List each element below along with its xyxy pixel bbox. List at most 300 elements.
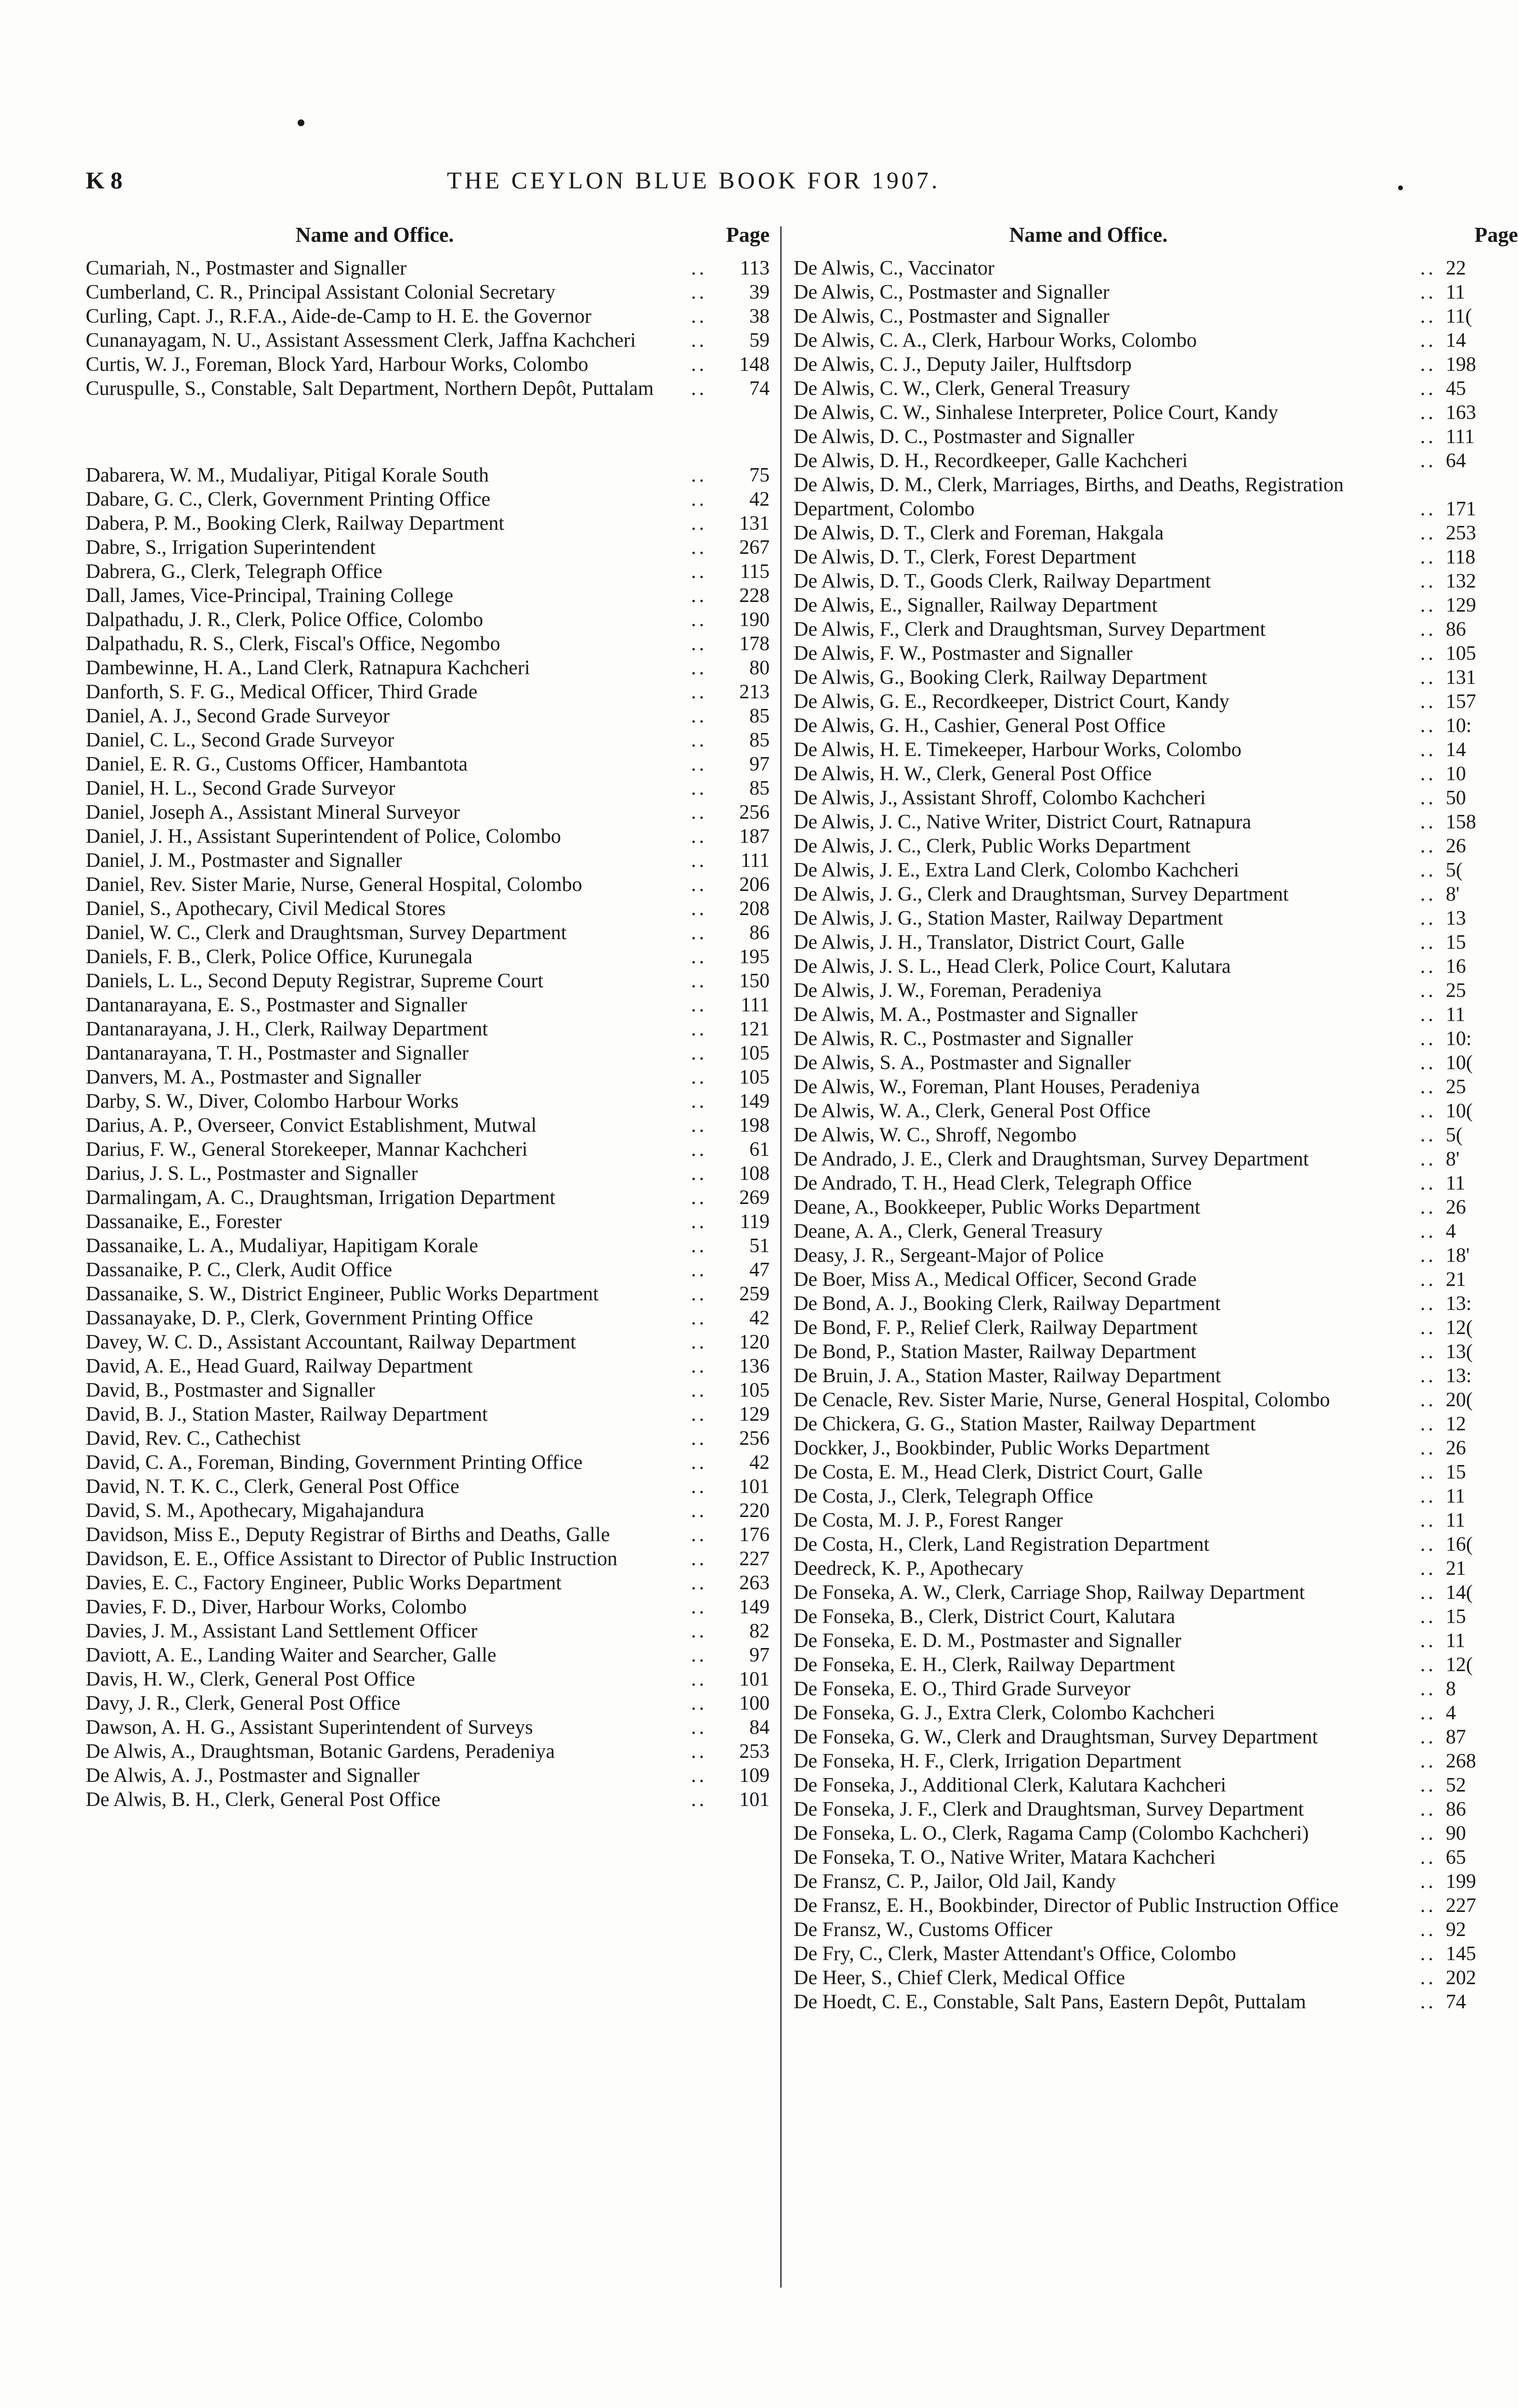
entry-name-office: De Alwis, W. A., Clerk, General Post Office bbox=[794, 1100, 1151, 1122]
index-entry bbox=[794, 882, 1489, 906]
leader-dots: .. bbox=[1420, 1774, 1436, 1796]
entry-page-number: 11 bbox=[1446, 1004, 1466, 1026]
index-entry bbox=[86, 1547, 770, 1571]
leader-dots: .. bbox=[691, 1500, 707, 1522]
index-entry bbox=[86, 487, 770, 511]
entry-name-office: Davidson, Miss E., Deputy Registrar of Births and Deaths, Galle bbox=[86, 1524, 610, 1546]
entry-page-number: 202 bbox=[1446, 1967, 1476, 1989]
index-entry bbox=[794, 280, 1489, 304]
leader-dots: .. bbox=[1420, 1076, 1436, 1098]
entry-name-office: De Alwis, F. W., Postmaster and Signaller bbox=[794, 642, 1133, 665]
entry-name-office: De Fonseka, A. W., Clerk, Carriage Shop, Railway Department bbox=[794, 1582, 1305, 1604]
entry-page-number: 199 bbox=[1446, 1871, 1476, 1893]
index-entry bbox=[86, 608, 770, 632]
entry-name-office: De Alwis, W., Foreman, Plant Houses, Peradeniya bbox=[794, 1076, 1200, 1098]
index-entry bbox=[794, 377, 1489, 401]
index-entry bbox=[86, 463, 770, 487]
entry-page-number: 10: bbox=[1446, 715, 1472, 737]
leader-dots: .. bbox=[1420, 811, 1436, 833]
entry-page-number: 101 bbox=[739, 1789, 770, 1811]
index-entry bbox=[86, 897, 770, 921]
entry-name-office: De Boer, Miss A., Medical Officer, Second Grade bbox=[794, 1269, 1197, 1291]
entry-page-number: 13: bbox=[1446, 1293, 1472, 1315]
entry-name-office: De Alwis, A., Draughtsman, Botanic Gardens, Peradeniya bbox=[86, 1741, 555, 1763]
index-entry bbox=[794, 1268, 1489, 1292]
index-entry bbox=[86, 1788, 770, 1812]
entry-name-office: Darmalingam, A. C., Draughtsman, Irrigation Department bbox=[86, 1187, 556, 1209]
entry-name-office: David, C. A., Foreman, Binding, Government Printing Office bbox=[86, 1452, 583, 1474]
entry-name-office: De Fransz, E. H., Bookbinder, Director of Public Instruction Office bbox=[794, 1895, 1339, 1917]
leader-dots: .. bbox=[1420, 594, 1436, 616]
entry-page-number: 163 bbox=[1446, 402, 1476, 424]
page-label: K 8 bbox=[86, 167, 123, 194]
leader-dots: .. bbox=[1420, 1991, 1436, 2013]
entry-name-office: Dantanarayana, J. H., Clerk, Railway Department bbox=[86, 1018, 488, 1040]
leader-dots: .. bbox=[1420, 835, 1436, 857]
entry-name-office: De Andrado, J. E., Clerk and Draughtsman, Survey Department bbox=[794, 1148, 1309, 1170]
index-entry bbox=[794, 1749, 1489, 1773]
entry-page-number: 198 bbox=[1446, 353, 1476, 376]
index-entry bbox=[86, 1162, 770, 1186]
leader-dots: .. bbox=[691, 801, 707, 824]
entry-page-number: 227 bbox=[1446, 1895, 1476, 1917]
leader-dots: .. bbox=[1420, 1293, 1436, 1315]
index-entry bbox=[794, 979, 1489, 1003]
entry-name-office: Dantanarayana, E. S., Postmaster and Signaller bbox=[86, 994, 467, 1016]
entry-page-number: 42 bbox=[749, 1307, 770, 1329]
index-entry bbox=[794, 1870, 1489, 1894]
leader-dots: .. bbox=[691, 1139, 707, 1161]
index-entry bbox=[86, 1089, 770, 1113]
index-entry bbox=[794, 1894, 1489, 1918]
index-entry bbox=[794, 328, 1489, 353]
entry-page-number: 150 bbox=[739, 970, 770, 992]
column-header bbox=[794, 222, 1518, 256]
index-entry bbox=[86, 1643, 770, 1667]
index-entry bbox=[794, 304, 1489, 328]
leader-dots: .. bbox=[1420, 1461, 1436, 1483]
leader-dots: .. bbox=[1420, 1895, 1436, 1917]
entry-page-number: 8 bbox=[1446, 1678, 1456, 1700]
entry-page-number: 47 bbox=[749, 1259, 770, 1281]
index-entry bbox=[86, 993, 770, 1017]
index-entry bbox=[86, 873, 770, 897]
leader-dots: .. bbox=[691, 1307, 707, 1329]
leader-dots: .. bbox=[1420, 1533, 1436, 1556]
entry-page-number: 4 bbox=[1446, 1220, 1456, 1243]
entry-page-number: 111 bbox=[1446, 426, 1475, 448]
entry-page-number: 51 bbox=[749, 1235, 770, 1257]
leader-dots: .. bbox=[691, 1476, 707, 1498]
index-entry bbox=[86, 1499, 770, 1523]
leader-dots: .. bbox=[1420, 1485, 1436, 1507]
leader-dots: .. bbox=[691, 946, 707, 968]
leader-dots: .. bbox=[1420, 378, 1436, 400]
leader-dots: .. bbox=[1420, 1269, 1436, 1291]
entry-name-office: De Alwis, H. W., Clerk, General Post Office bbox=[794, 763, 1152, 785]
section-gap bbox=[86, 401, 770, 463]
leader-dots: .. bbox=[691, 753, 707, 775]
leader-dots: .. bbox=[1420, 570, 1436, 592]
entry-name-office: De Alwis, J. E., Extra Land Clerk, Colombo Kachcheri bbox=[794, 859, 1239, 881]
entry-name-office: Davies, J. M., Assistant Land Settlement Officer bbox=[86, 1620, 478, 1642]
index-entry bbox=[794, 1171, 1489, 1195]
index-entry bbox=[794, 666, 1489, 690]
leader-dots: .. bbox=[691, 378, 707, 400]
leader-dots: .. bbox=[691, 329, 707, 352]
entry-name-office: Deedreck, K. P., Apothecary bbox=[794, 1557, 1024, 1580]
entry-name-office: Daniel, H. L., Second Grade Surveyor bbox=[86, 777, 395, 799]
leader-dots: .. bbox=[1420, 1726, 1436, 1748]
index-entry bbox=[794, 1532, 1489, 1557]
entry-page-number: 190 bbox=[739, 609, 770, 631]
leader-dots: .. bbox=[1420, 1124, 1436, 1146]
entry-name-office: De Fonseka, T. O., Native Writer, Matara Kachcheri bbox=[794, 1846, 1216, 1869]
index-entry bbox=[86, 1740, 770, 1764]
entry-page-number: 86 bbox=[1446, 618, 1466, 641]
leader-dots: .. bbox=[691, 850, 707, 872]
leader-dots: .. bbox=[1420, 1052, 1436, 1074]
leader-dots: .. bbox=[691, 1668, 707, 1690]
leader-dots: .. bbox=[691, 1572, 707, 1594]
entry-page-number: 97 bbox=[749, 753, 770, 775]
entry-name-office: De Alwis, A. J., Postmaster and Signaller bbox=[86, 1765, 419, 1787]
entry-name-office: De Fonseka, G. W., Clerk and Draughtsman, Survey Department bbox=[794, 1726, 1318, 1748]
entry-name-office: Dabrera, G., Clerk, Telegraph Office bbox=[86, 561, 382, 583]
index-entry bbox=[86, 800, 770, 824]
entry-page-number: 87 bbox=[1446, 1726, 1466, 1748]
entry-page-number: 10( bbox=[1446, 1100, 1473, 1122]
entry-page-number: 21 bbox=[1446, 1557, 1466, 1580]
entry-name-office: Daniel, W. C., Clerk and Draughtsman, Survey Department bbox=[86, 922, 567, 944]
index-entry bbox=[86, 921, 770, 945]
entry-name-office: Dassanaike, S. W., District Engineer, Public Works Department bbox=[86, 1283, 599, 1305]
leader-dots: .. bbox=[1420, 1654, 1436, 1676]
entry-page-number: 105 bbox=[739, 1042, 770, 1064]
entry-page-number: 25 bbox=[1446, 980, 1466, 1002]
entry-page-number: 15 bbox=[1446, 931, 1466, 954]
index-entry bbox=[86, 304, 770, 328]
entry-page-number: 75 bbox=[749, 464, 770, 486]
leader-dots: .. bbox=[691, 825, 707, 848]
entry-name-office: Daniel, S., Apothecary, Civil Medical Stores bbox=[86, 898, 446, 920]
entry-name-office: De Alwis, E., Signaller, Railway Department bbox=[794, 594, 1158, 616]
index-entry bbox=[794, 714, 1489, 738]
leader-dots: .. bbox=[1420, 931, 1436, 954]
leader-dots: .. bbox=[1420, 691, 1436, 713]
entry-page-number: 208 bbox=[739, 898, 770, 920]
leader-dots: .. bbox=[691, 898, 707, 920]
leader-dots: .. bbox=[1420, 618, 1436, 641]
entry-page-number: 10 bbox=[1446, 763, 1466, 785]
entry-name-office: De Alwis, C. W., Sinhalese Interpreter, Police Court, Kandy bbox=[794, 402, 1279, 424]
leader-dots: .. bbox=[1420, 1630, 1436, 1652]
leader-dots: .. bbox=[691, 1187, 707, 1209]
entry-name-office: Dabera, P. M., Booking Clerk, Railway Department bbox=[86, 512, 504, 535]
entry-page-number: 97 bbox=[749, 1644, 770, 1666]
entry-page-number: 80 bbox=[749, 657, 770, 679]
leader-dots: .. bbox=[691, 305, 707, 327]
entry-name-office: De Alwis, J. C., Clerk, Public Works Department bbox=[794, 835, 1191, 857]
entry-page-number: 20( bbox=[1446, 1389, 1473, 1411]
index-entry bbox=[86, 536, 770, 560]
entry-page-number: 74 bbox=[749, 378, 770, 400]
entry-page-number: 65 bbox=[1446, 1846, 1466, 1869]
index-entry bbox=[794, 1508, 1489, 1532]
entry-page-number: 42 bbox=[749, 1452, 770, 1474]
index-entry bbox=[794, 1388, 1489, 1412]
entry-name-office: De Alwis, J., Assistant Shroff, Colombo Kachcheri bbox=[794, 787, 1206, 809]
entry-name-office: Danvers, M. A., Postmaster and Signaller bbox=[86, 1066, 421, 1088]
index-entry bbox=[794, 955, 1489, 979]
entry-page-number: 268 bbox=[1446, 1750, 1476, 1772]
leader-dots: .. bbox=[691, 1090, 707, 1112]
leader-dots: .. bbox=[1420, 1389, 1436, 1411]
leader-dots: .. bbox=[1420, 1004, 1436, 1026]
index-entry bbox=[86, 584, 770, 608]
entry-name-office: De Fonseka, J. F., Clerk and Draughtsman, Survey Department bbox=[794, 1798, 1304, 1820]
entry-name-office: David, B. J., Station Master, Railway Department bbox=[86, 1403, 488, 1426]
entry-page-number: 100 bbox=[739, 1692, 770, 1714]
index-entry bbox=[86, 256, 770, 280]
entry-name-office: De Alwis, C., Vaccinator bbox=[794, 257, 995, 279]
entry-page-number: 85 bbox=[749, 705, 770, 727]
column-header bbox=[86, 222, 770, 256]
index-entry bbox=[86, 1764, 770, 1788]
entry-name-office: Daniel, E. R. G., Customs Officer, Hambantota bbox=[86, 753, 468, 775]
entry-page-number: 15 bbox=[1446, 1606, 1466, 1628]
index-entry bbox=[794, 738, 1489, 762]
leader-dots: .. bbox=[691, 1259, 707, 1281]
entry-page-number: 109 bbox=[739, 1765, 770, 1787]
index-entry bbox=[86, 1378, 770, 1402]
leader-dots: .. bbox=[691, 1452, 707, 1474]
leader-dots: .. bbox=[1420, 980, 1436, 1002]
index-entry bbox=[86, 511, 770, 536]
entry-name-office: De Alwis, C. J., Deputy Jailer, Hulftsdorp bbox=[794, 353, 1132, 376]
entry-page-number: 129 bbox=[1446, 594, 1476, 616]
entry-page-number: 10( bbox=[1446, 1052, 1473, 1074]
leader-dots: .. bbox=[691, 561, 707, 583]
index-entry bbox=[794, 1051, 1489, 1075]
leader-dots: .. bbox=[1420, 763, 1436, 785]
entry-page-number: 178 bbox=[739, 633, 770, 655]
entry-name-office: De Costa, J., Clerk, Telegraph Office bbox=[794, 1485, 1093, 1507]
entry-page-number: 129 bbox=[739, 1403, 770, 1426]
entry-page-number: 92 bbox=[1446, 1919, 1466, 1941]
entry-page-number: 74 bbox=[1446, 1991, 1466, 2013]
leader-dots: .. bbox=[1420, 1317, 1436, 1339]
entry-page-number: 14 bbox=[1446, 329, 1466, 352]
entry-page-number: 11 bbox=[1446, 281, 1466, 303]
entry-name-office: Daniel, A. J., Second Grade Surveyor bbox=[86, 705, 390, 727]
entry-page-number: 26 bbox=[1446, 835, 1466, 857]
leader-dots: .. bbox=[691, 681, 707, 703]
entry-page-number: 11 bbox=[1446, 1509, 1466, 1531]
entry-page-number: 206 bbox=[739, 874, 770, 896]
leader-dots: .. bbox=[1420, 498, 1436, 520]
entry-name-office: De Costa, H., Clerk, Land Registration Department bbox=[794, 1533, 1210, 1556]
entry-name-office: De Bond, F. P., Relief Clerk, Railway Department bbox=[794, 1317, 1198, 1339]
entry-name-office: David, A. E., Head Guard, Railway Department bbox=[86, 1355, 473, 1377]
leader-dots: .. bbox=[1420, 1822, 1436, 1845]
index-entry bbox=[86, 280, 770, 304]
index-entry bbox=[794, 1653, 1489, 1677]
entry-name-office: De Heer, S., Chief Clerk, Medical Office bbox=[794, 1967, 1125, 1989]
index-entry bbox=[86, 1041, 770, 1065]
entry-name-office: De Alwis, D. M., Clerk, Marriages, Births, and Deaths, Registration Department, Colombo bbox=[794, 474, 1344, 520]
entry-page-number: 4 bbox=[1446, 1702, 1456, 1724]
entry-page-number: 12( bbox=[1446, 1654, 1473, 1676]
entry-name-office: Dantanarayana, T. H., Postmaster and Signaller bbox=[86, 1042, 469, 1064]
entry-name-office: De Alwis, S. A., Postmaster and Signaller bbox=[794, 1052, 1131, 1074]
leader-dots: .. bbox=[1420, 1919, 1436, 1941]
column-header-name: Name and Office. bbox=[1009, 223, 1168, 247]
leader-dots: .. bbox=[1420, 450, 1436, 472]
entry-name-office: De Alwis, D. C., Postmaster and Signaller bbox=[794, 426, 1134, 448]
entry-page-number: 132 bbox=[1446, 570, 1476, 592]
entry-name-office: Dockker, J., Bookbinder, Public Works Department bbox=[794, 1437, 1210, 1459]
index-entry bbox=[86, 632, 770, 656]
entry-name-office: De Alwis, C., Postmaster and Signaller bbox=[794, 281, 1110, 303]
entry-name-office: De Fonseka, H. F., Clerk, Irrigation Department bbox=[794, 1750, 1181, 1772]
entry-name-office: Davy, J. R., Clerk, General Post Office bbox=[86, 1692, 401, 1714]
entry-page-number: 64 bbox=[1446, 450, 1466, 472]
index-entry bbox=[86, 1523, 770, 1547]
column-header-page: Page bbox=[1474, 223, 1518, 247]
entry-page-number: 149 bbox=[739, 1596, 770, 1618]
entry-page-number: 256 bbox=[739, 1427, 770, 1450]
leader-dots: .. bbox=[691, 1596, 707, 1618]
entry-name-office: Daniel, J. M., Postmaster and Signaller bbox=[86, 850, 402, 872]
entry-name-office: De Alwis, W. C., Shroff, Negombo bbox=[794, 1124, 1077, 1146]
entry-page-number: 85 bbox=[749, 729, 770, 751]
index-entry bbox=[86, 1306, 770, 1330]
index-entry bbox=[86, 328, 770, 353]
index-entry bbox=[794, 762, 1489, 786]
entry-name-office: De Chickera, G. G., Station Master, Railway Department bbox=[794, 1413, 1256, 1435]
column-header-name: Name and Office. bbox=[295, 223, 454, 247]
entry-name-office: De Bruin, J. A., Station Master, Railway Department bbox=[794, 1365, 1221, 1387]
leader-dots: .. bbox=[691, 1692, 707, 1714]
entry-name-office: David, B., Postmaster and Signaller bbox=[86, 1379, 375, 1401]
index-entry bbox=[86, 1234, 770, 1258]
entry-name-office: Darby, S. W., Diver, Colombo Harbour Works bbox=[86, 1090, 459, 1112]
entry-page-number: 12 bbox=[1446, 1413, 1466, 1435]
entry-name-office: De Bond, A. J., Booking Clerk, Railway Department bbox=[794, 1293, 1221, 1315]
leader-dots: .. bbox=[1420, 1028, 1436, 1050]
entry-name-office: Curtis, W. J., Foreman, Block Yard, Harbour Works, Colombo bbox=[86, 353, 589, 376]
entry-page-number: 119 bbox=[740, 1211, 770, 1233]
leader-dots: .. bbox=[1420, 353, 1436, 376]
index-entry bbox=[86, 680, 770, 704]
right-entry-list bbox=[794, 256, 1489, 2014]
index-entry bbox=[86, 1065, 770, 1089]
entry-page-number: 8' bbox=[1446, 1148, 1460, 1170]
entry-page-number: 131 bbox=[1446, 667, 1476, 689]
entry-name-office: De Alwis, C. W., Clerk, General Treasury bbox=[794, 378, 1130, 400]
leader-dots: .. bbox=[1420, 1557, 1436, 1580]
index-entry bbox=[86, 1186, 770, 1210]
column-divider bbox=[780, 226, 782, 2288]
entry-name-office: De Fonseka, B., Clerk, District Court, Kalutara bbox=[794, 1606, 1176, 1628]
index-entry bbox=[86, 1113, 770, 1138]
entry-name-office: De Fonseka, E. D. M., Postmaster and Signaller bbox=[794, 1630, 1181, 1652]
leader-dots: .. bbox=[1420, 787, 1436, 809]
leader-dots: .. bbox=[691, 281, 707, 303]
leader-dots: .. bbox=[691, 1211, 707, 1233]
leader-dots: .. bbox=[1420, 907, 1436, 929]
leader-dots: .. bbox=[1420, 1582, 1436, 1604]
entry-name-office: De Alwis, D. H., Recordkeeper, Galle Kachcheri bbox=[794, 450, 1188, 472]
entry-name-office: Dambewinne, H. A., Land Clerk, Ratnapura Kachcheri bbox=[86, 657, 530, 679]
index-entry bbox=[86, 656, 770, 680]
leader-dots: .. bbox=[691, 1331, 707, 1353]
index-entry bbox=[794, 1845, 1489, 1870]
index-entry bbox=[794, 449, 1489, 473]
entry-page-number: 22 bbox=[1446, 257, 1466, 279]
index-entry bbox=[86, 945, 770, 969]
entry-page-number: 263 bbox=[739, 1572, 770, 1594]
entry-page-number: 171 bbox=[1446, 498, 1476, 520]
index-entry bbox=[794, 834, 1489, 858]
entry-name-office: Daniels, L. L., Second Deputy Registrar, Supreme Court bbox=[86, 970, 544, 992]
index-entry bbox=[86, 752, 770, 776]
entry-page-number: 11 bbox=[1446, 1630, 1466, 1652]
entry-page-number: 131 bbox=[739, 512, 770, 535]
index-entry bbox=[794, 1773, 1489, 1797]
index-entry bbox=[86, 560, 770, 584]
entry-name-office: Deane, A. A., Clerk, General Treasury bbox=[794, 1220, 1103, 1243]
leader-dots: .. bbox=[691, 1163, 707, 1185]
leader-dots: .. bbox=[1420, 1871, 1436, 1893]
entry-name-office: De Costa, E. M., Head Clerk, District Court, Galle bbox=[794, 1461, 1203, 1483]
leader-dots: .. bbox=[691, 874, 707, 896]
entry-name-office: De Alwis, J. H., Translator, District Court, Galle bbox=[794, 931, 1185, 954]
index-entry bbox=[86, 1691, 770, 1715]
leader-dots: .. bbox=[1420, 402, 1436, 424]
entry-page-number: 42 bbox=[749, 488, 770, 510]
entry-page-number: 39 bbox=[749, 281, 770, 303]
leader-dots: .. bbox=[691, 1716, 707, 1739]
index-entry bbox=[86, 1282, 770, 1306]
entry-page-number: 86 bbox=[749, 922, 770, 944]
ink-dot bbox=[298, 119, 304, 126]
entry-page-number: 148 bbox=[739, 353, 770, 376]
entry-name-office: De Alwis, B. H., Clerk, General Post Office bbox=[86, 1789, 441, 1811]
entry-name-office: Dassanayake, D. P., Clerk, Government Printing Office bbox=[86, 1307, 533, 1329]
entry-name-office: Daniel, Joseph A., Assistant Mineral Surveyor bbox=[86, 801, 460, 824]
entry-name-office: De Cenacle, Rev. Sister Marie, Nurse, General Hospital, Colombo bbox=[794, 1389, 1330, 1411]
leader-dots: .. bbox=[1420, 1196, 1436, 1218]
entry-page-number: 59 bbox=[749, 329, 770, 352]
leader-dots: .. bbox=[691, 1548, 707, 1570]
leader-dots: .. bbox=[691, 1524, 707, 1546]
entry-name-office: De Alwis, J. G., Station Master, Railway Department bbox=[794, 907, 1223, 929]
leader-dots: .. bbox=[691, 1403, 707, 1426]
entry-page-number: 115 bbox=[740, 561, 770, 583]
leader-dots: .. bbox=[1420, 1413, 1436, 1435]
entry-name-office: De Fonseka, G. J., Extra Clerk, Colombo Kachcheri bbox=[794, 1702, 1215, 1724]
index-entry bbox=[794, 353, 1489, 377]
index-entry bbox=[794, 810, 1489, 834]
leader-dots: .. bbox=[1420, 1846, 1436, 1869]
index-entry bbox=[86, 1402, 770, 1426]
leader-dots: .. bbox=[691, 1644, 707, 1666]
entry-page-number: 267 bbox=[739, 537, 770, 559]
index-entry bbox=[794, 1701, 1489, 1725]
index-entry bbox=[86, 824, 770, 849]
